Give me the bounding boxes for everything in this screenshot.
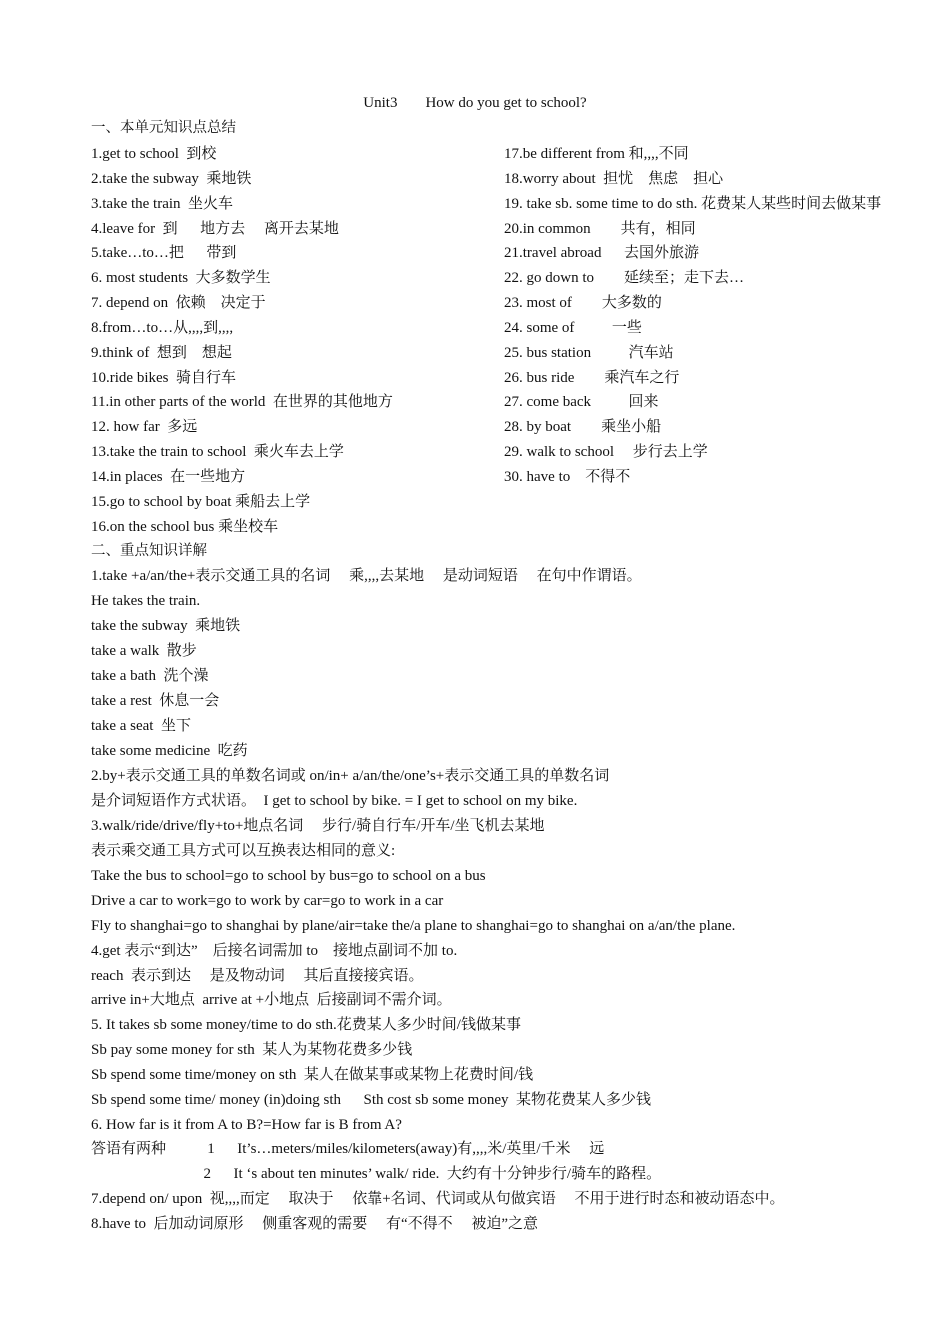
phrase-item: 13.take the train to school 乘火车去上学 bbox=[91, 444, 344, 461]
phrase-item: 4.leave for 到 地方去 离开去某地 bbox=[91, 220, 339, 237]
detail-line: Sb spend some time/ money (in)doing sth Sth cost sb some money 某物花费某人多少钱 bbox=[91, 1092, 651, 1108]
phrase-item: 12. how far 多远 bbox=[91, 419, 198, 436]
phrase-item: 6. most students 大多数学生 bbox=[91, 270, 271, 287]
section-heading-details: 二、重点知识详解 bbox=[91, 543, 207, 559]
detail-line: Sb spend some time/money on sth 某人在做某事或某物上花费时间/钱 bbox=[91, 1067, 534, 1083]
detail-line: Fly to shanghai=go to shanghai by plane/air=take the/a plane to shanghai=go to shanghai on a/an/the plane. bbox=[91, 918, 736, 934]
phrase-item: 10.ride bikes 骑自行车 bbox=[91, 369, 236, 386]
detail-line: 2.by+表示交通工具的单数名词或 on/in+ a/an/the/one’s+表示交通工具的单数名词 bbox=[91, 768, 610, 784]
phrase-item: 24. some of 一些 bbox=[504, 319, 642, 336]
detail-line: take a walk 散步 bbox=[91, 643, 197, 659]
detail-line: 8.have to 后加动词原形 侧重客观的需要 有“不得不 被迫”之意 bbox=[91, 1216, 539, 1232]
detail-line: reach 表示到达 是及物动词 其后直接接宾语。 bbox=[91, 968, 424, 984]
phrase-item: 8.from…to…从,,,,到,,,, bbox=[91, 319, 234, 336]
phrase-list-right bbox=[504, 142, 894, 490]
detail-line: Sb pay some money for sth 某人为某物花费多少钱 bbox=[91, 1042, 413, 1058]
detail-line: 4.get 表示“到达” 后接名词需加 to 接地点副词不加 to. bbox=[91, 943, 458, 959]
detail-line: take some medicine 吃药 bbox=[91, 743, 248, 759]
detail-line: 2 It ‘s about ten minutes’ walk/ ride. 大约有十分钟步行/骑车的路程。 bbox=[91, 1166, 662, 1182]
phrase-item: 5.take…to…把 带到 bbox=[91, 245, 237, 262]
detail-line: 1.take +a/an/the+表示交通工具的名词 乘,,,,去某地 是动词短语 在句中作谓语。 bbox=[91, 568, 642, 584]
detail-line: take a seat 坐下 bbox=[91, 718, 191, 734]
phrase-item: 11.in other parts of the world 在世界的其他地方 bbox=[91, 394, 393, 411]
phrase-item: 16.on the school bus 乘坐校车 bbox=[91, 518, 279, 535]
phrase-item: 2.take the subway 乘地铁 bbox=[91, 170, 252, 187]
phrase-item: 29. walk to school 步行去上学 bbox=[504, 444, 708, 461]
phrase-item: 22. go down to 延续至；走下去… bbox=[504, 270, 745, 287]
phrase-list-left bbox=[91, 142, 491, 540]
detail-line: Take the bus to school=go to school by bus=go to school on a bus bbox=[91, 868, 486, 884]
detail-line: 5. It takes sb some money/time to do sth.花费某人多少时间/钱做某事 bbox=[91, 1017, 521, 1033]
phrase-item: 7. depend on 依赖 决定于 bbox=[91, 295, 266, 312]
detail-line: 7.depend on/ upon 视,,,,而定 取决于 依靠+名词、代词或从句做宾语 不用于进行时态和被动语态中。 bbox=[91, 1191, 785, 1207]
detail-line: 6. How far is it from A to B?=How far is B from A? bbox=[91, 1117, 402, 1133]
page-title bbox=[0, 95, 950, 112]
phrase-item: 23. most of 大多数的 bbox=[504, 295, 662, 312]
phrase-item: 25. bus station 汽车站 bbox=[504, 344, 674, 361]
detail-line: 表示乘交通工具方式可以互换表达相同的意义: bbox=[91, 843, 396, 859]
detail-line: 是介词短语作方式状语。 I get to school by bike. = I get to school on my bike. bbox=[91, 793, 578, 809]
phrase-item: 3.take the train 坐火车 bbox=[91, 195, 234, 212]
phrase-item: 20.in common 共有，相同 bbox=[504, 220, 696, 237]
detail-line: arrive in+大地点 arrive at +小地点 后接副词不需介词。 bbox=[91, 992, 452, 1008]
section-heading-summary: 一、本单元知识点总结 bbox=[91, 120, 236, 136]
phrase-item: 26. bus ride 乘汽车之行 bbox=[504, 369, 680, 386]
detail-line: take a rest 休息一会 bbox=[91, 693, 220, 709]
detail-line: Drive a car to work=go to work by car=go to work in a car bbox=[91, 893, 444, 909]
phrase-item: 14.in places 在一些地方 bbox=[91, 468, 246, 485]
phrase-item: 30. have to 不得不 bbox=[504, 468, 631, 485]
phrase-item: 28. by boat 乘坐小船 bbox=[504, 419, 662, 436]
phrase-item: 27. come back 回来 bbox=[504, 394, 659, 411]
phrase-item: 19. take sb. some time to do sth. 花费某人某些时间去做某事 bbox=[504, 195, 882, 212]
detail-line: 答语有两种 1 It’s…meters/miles/kilometers(away)有,,,,米/英里/千米 远 bbox=[91, 1141, 605, 1157]
detail-line: 3.walk/ride/drive/fly+to+地点名词 步行/骑自行车/开车/坐飞机去某地 bbox=[91, 818, 545, 834]
phrase-item: 1.get to school 到校 bbox=[91, 146, 217, 162]
unit-label: Unit3 bbox=[363, 95, 398, 111]
detail-line: take a bath 洗个澡 bbox=[91, 668, 209, 684]
phrase-item: 21.travel abroad 去国外旅游 bbox=[504, 245, 699, 262]
phrase-item: 18.worry about 担忧 焦虑 担心 bbox=[504, 170, 724, 187]
phrase-item: 15.go to school by boat 乘船去上学 bbox=[91, 493, 311, 510]
detail-line: He takes the train. bbox=[91, 593, 201, 609]
detail-line: take the subway 乘地铁 bbox=[91, 618, 241, 634]
unit-question: How do you get to school? bbox=[425, 95, 587, 111]
phrase-item: 17.be different from 和,,,,不同 bbox=[504, 146, 689, 162]
phrase-item: 9.think of 想到 想起 bbox=[91, 344, 232, 361]
